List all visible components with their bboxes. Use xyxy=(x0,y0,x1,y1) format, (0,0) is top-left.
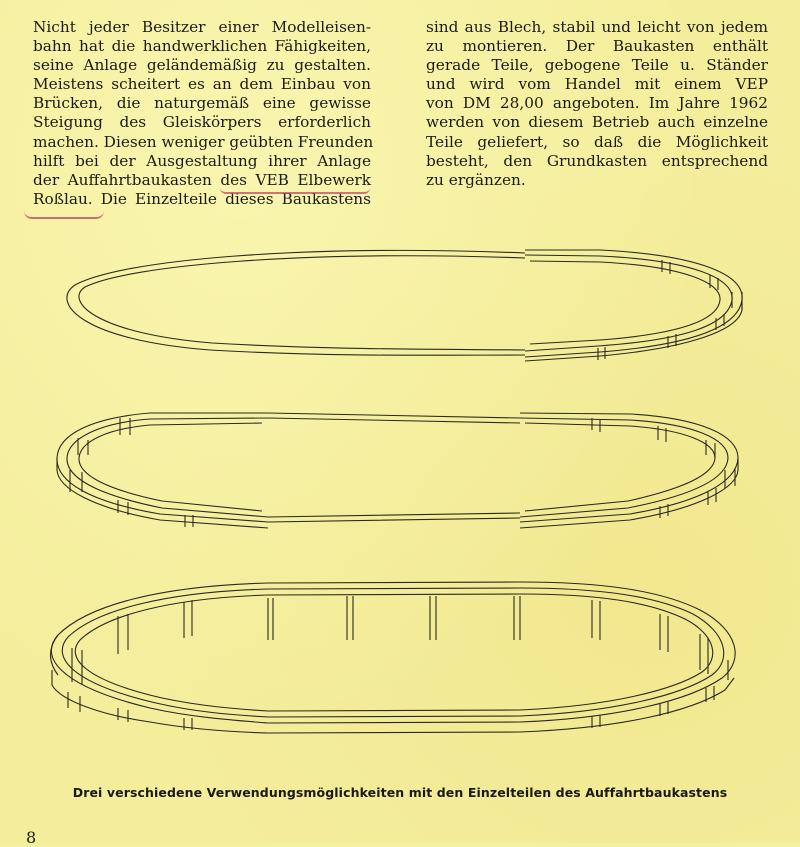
page-number: 8 xyxy=(26,828,37,847)
text-column-left xyxy=(33,18,374,209)
text-column-right xyxy=(426,18,768,190)
handwritten-underline xyxy=(24,211,104,219)
handwritten-underline xyxy=(220,188,370,194)
text-line: Steigung des Gleiskörpers erforderlich xyxy=(33,113,371,132)
text-line: besteht, den Grundkasten entsprechend xyxy=(426,151,768,170)
text-line: machen. Diesen weniger geübten Freunden xyxy=(33,132,374,151)
text-line: Teile geliefert, so daß die Möglichkeit xyxy=(426,132,768,151)
layout-3-drawing xyxy=(51,582,736,733)
text-line: von DM 28,00 angeboten. Im Jahre 1962 xyxy=(426,94,768,113)
text-line: der Auffahrtbaukasten des VEB Elbewerk xyxy=(33,170,371,189)
text-line: werden von diesem Betrieb auch einzelne xyxy=(426,113,768,132)
text-line: hilft bei der Ausgestaltung ihrer Anlage xyxy=(33,151,371,170)
text-line: Roßlau. Die Einzelteile dieses Baukastens xyxy=(33,189,371,208)
text-line: sind aus Blech, stabil und leicht von jedem xyxy=(426,18,768,36)
layout-1-drawing xyxy=(67,250,742,361)
figure-caption: Drei verschiedene Verwendungsmöglichkeiten mit den Einzelteilen des Auffahrtbaukastens xyxy=(72,785,728,800)
text-line: zu montieren. Der Baukasten enthält xyxy=(426,37,768,56)
text-line: bahn hat die handwerklichen Fähigkeiten, xyxy=(33,37,371,56)
text-line: Meistens scheitert es an dem Einbau von xyxy=(33,75,371,94)
text-line: Nicht jeder Besitzer einer Modelleisen- xyxy=(33,18,371,36)
layout-2-drawing xyxy=(57,413,738,528)
text-line: seine Anlage geländemäßig zu gestalten. xyxy=(33,56,371,75)
track-layout-illustration xyxy=(0,230,800,770)
text-line: zu ergänzen. xyxy=(426,170,526,189)
text-line: und wird vom Handel mit einem VEP xyxy=(426,75,768,94)
text-line: Brücken, die naturgemäß eine gewisse xyxy=(33,94,371,113)
text-line: gerade Teile, gebogene Teile u. Ständer xyxy=(426,56,768,75)
